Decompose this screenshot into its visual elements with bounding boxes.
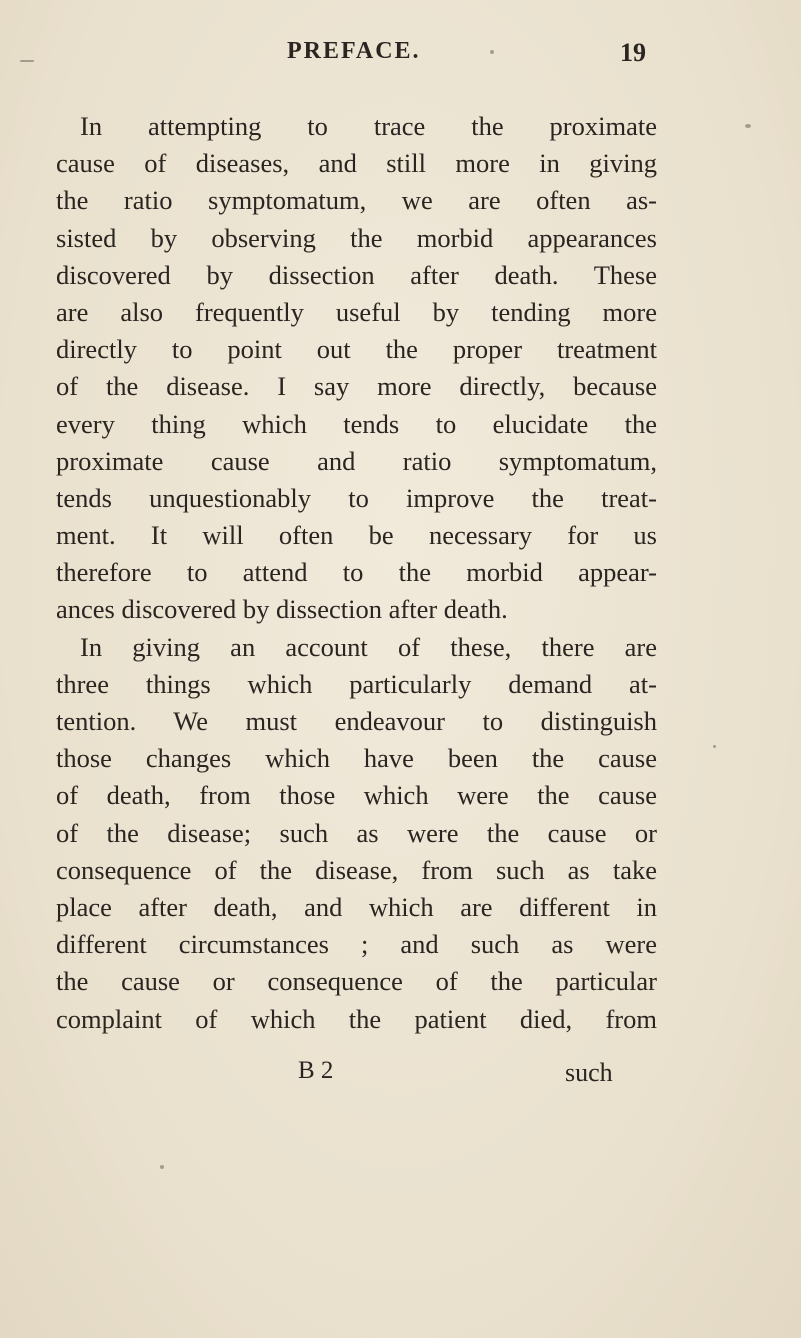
text-line: of death, from those which were the cause bbox=[56, 780, 657, 811]
page-number: 19 bbox=[620, 38, 646, 67]
page-footer bbox=[0, 1057, 801, 1097]
text-line: place after death, and which are different in bbox=[56, 891, 657, 922]
catchword: such bbox=[565, 1058, 613, 1087]
text-line: therefore to attend to the morbid appear- bbox=[56, 557, 657, 588]
text-line: the ratio symptomatum, we are often as- bbox=[56, 185, 657, 216]
text-line: three things which particularly demand at- bbox=[56, 668, 657, 699]
text-line: the cause or consequence of the particular bbox=[56, 966, 657, 997]
text-line: every thing which tends to elucidate the bbox=[56, 408, 657, 439]
paper-speck bbox=[160, 1165, 164, 1169]
text-line: of the disease; such as were the cause or bbox=[56, 817, 657, 848]
text-line: sisted by observing the morbid appearances bbox=[56, 222, 657, 253]
text-line: discovered by dissection after death. These bbox=[56, 259, 657, 290]
body-text bbox=[56, 108, 657, 1038]
text-line: of the disease. I say more directly, because bbox=[56, 371, 657, 402]
text-line: are also frequently useful by tending more bbox=[56, 296, 657, 327]
paper-speck bbox=[745, 124, 751, 128]
text-line: tention. We must endeavour to distinguish bbox=[56, 706, 657, 736]
text-line: ances discovered by dissection after death. bbox=[56, 594, 508, 625]
text-line: those changes which have been the cause bbox=[56, 743, 657, 774]
text-line: complaint of which the patient died, from bbox=[56, 1003, 657, 1034]
running-head: PREFACE. bbox=[287, 38, 421, 64]
text-line: directly to point out the proper treatment bbox=[56, 334, 657, 365]
text-line: tends unquestionably to improve the treat- bbox=[56, 482, 657, 513]
text-line: In giving an account of these, there are bbox=[80, 631, 657, 662]
paper-speck bbox=[490, 50, 494, 54]
text-line: different circumstances ; and such as were bbox=[56, 929, 657, 960]
page-header bbox=[0, 38, 801, 78]
text-line: cause of diseases, and still more in giving bbox=[56, 148, 657, 179]
text-line: consequence of the disease, from such as take bbox=[56, 854, 657, 885]
paper-speck bbox=[20, 60, 34, 62]
signature-mark: B 2 bbox=[298, 1057, 334, 1084]
text-line: proximate cause and ratio symptomatum, bbox=[56, 445, 657, 476]
text-line: In attempting to trace the proximate bbox=[80, 111, 657, 141]
text-line: ment. It will often be necessary for us bbox=[56, 520, 657, 551]
paper-speck bbox=[713, 745, 716, 748]
